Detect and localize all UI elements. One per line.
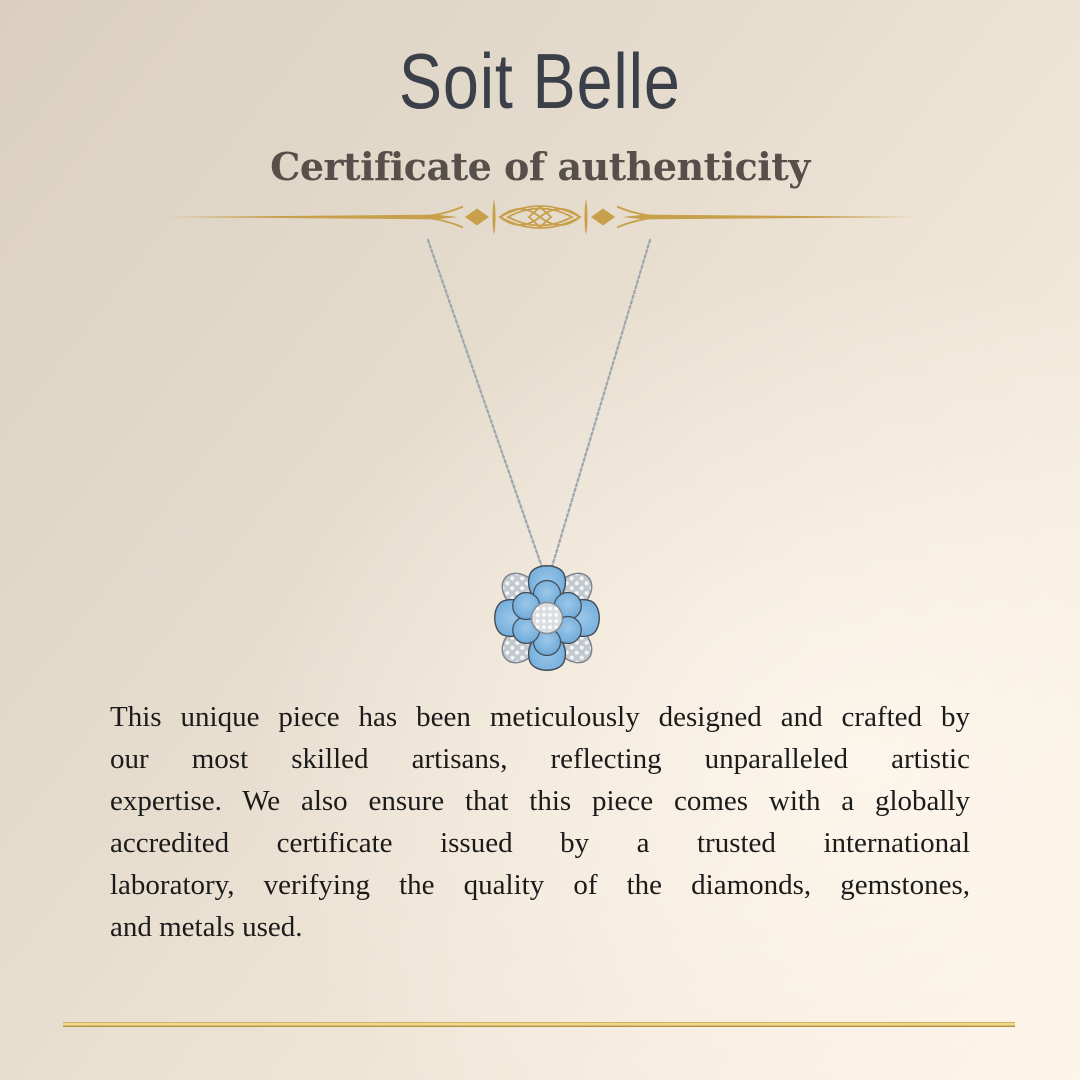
description-line: accredited certificate issued by a trusted international	[110, 827, 970, 859]
brand-logo	[0, 37, 1080, 125]
description-line: This unique piece has been meticulously designed and crafted by	[110, 701, 970, 733]
necklace-pendant-image	[0, 230, 1080, 690]
description-line: expertise. We also ensure that this piece comes with a globally	[110, 785, 970, 817]
description-line: and metals used.	[110, 911, 303, 943]
necklace-chain	[428, 240, 650, 570]
bottom-gold-rule	[63, 1022, 1015, 1027]
description-line: laboratory, verifying the quality of the diamonds, gemstones,	[110, 869, 970, 901]
brand-logo-text: Soit Belle	[399, 37, 681, 125]
flower-pendant	[495, 566, 600, 671]
certificate-description	[110, 696, 970, 948]
description-line: our most skilled artisans, reflecting unparalleled artistic	[110, 743, 970, 775]
diamond-cluster-center	[532, 603, 563, 634]
certificate-title: Certificate of authenticity	[270, 144, 810, 189]
